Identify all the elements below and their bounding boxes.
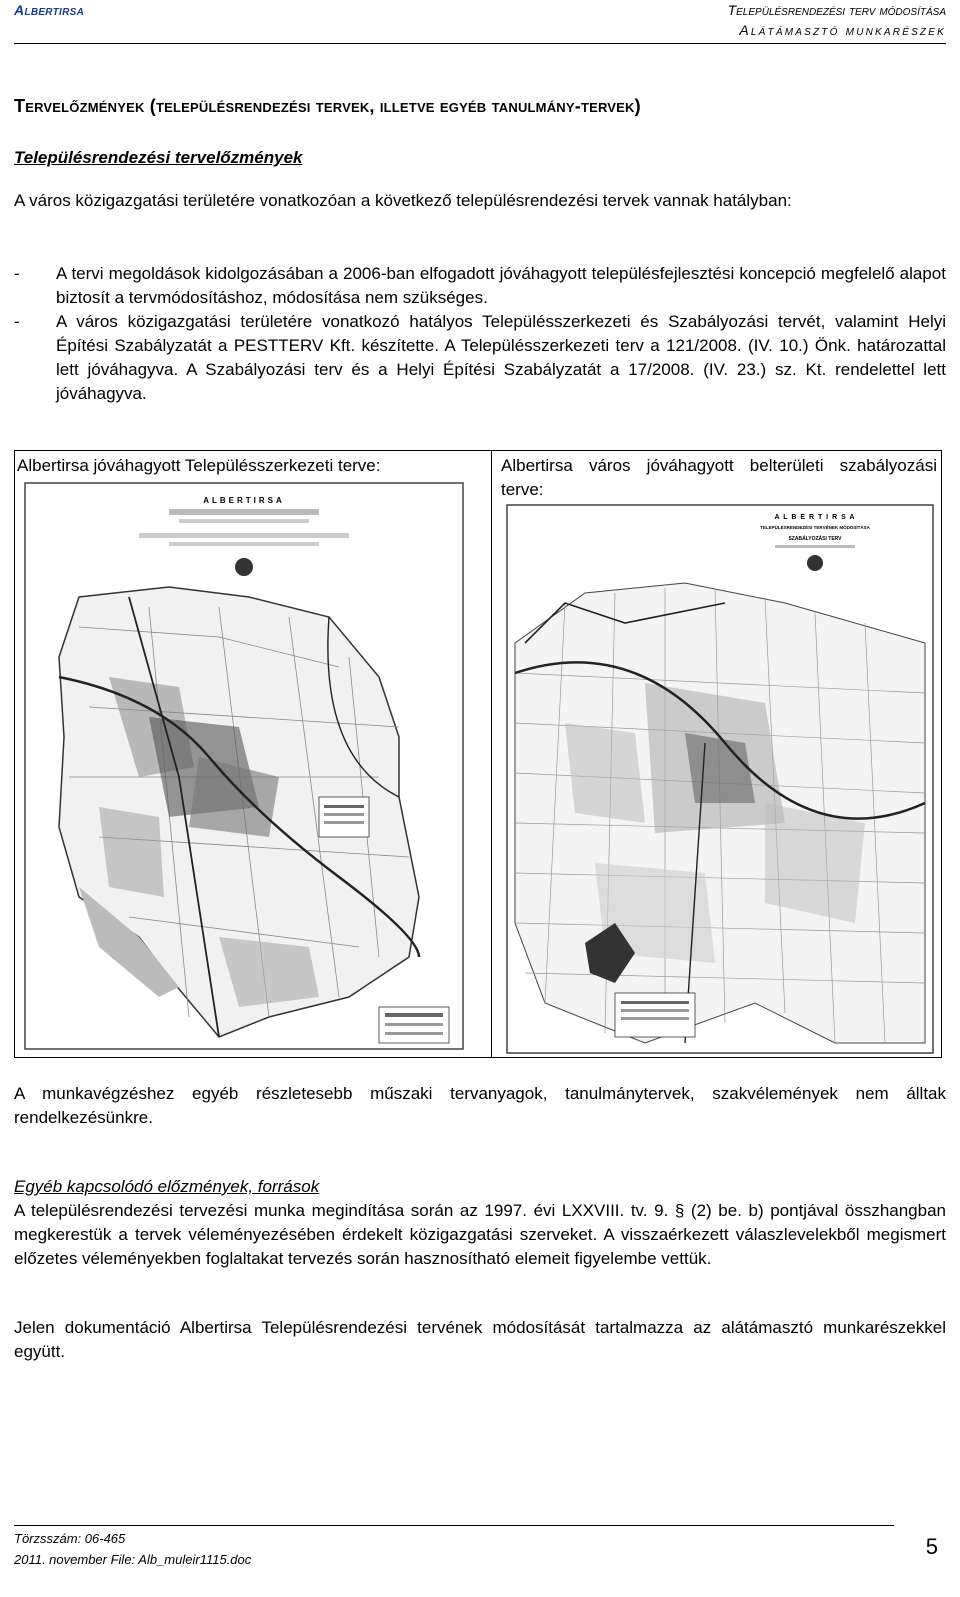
header-project-name: Albertirsa <box>14 2 85 18</box>
right-map-subtitle: TELEPÜLÉSRENDEZÉSI TERVÉNEK MÓDOSÍTÁSA <box>760 525 870 530</box>
footer-date-file: 2011. november File: Alb_muleir1115.doc <box>14 1552 252 1567</box>
bullet-item-2 <box>14 310 946 406</box>
left-map-title: ALBERTIRSA <box>203 496 285 505</box>
regulation-plan-map-image <box>505 503 935 1055</box>
subsection-heading-plans: Településrendezési tervelőzmények <box>14 148 303 167</box>
bullet-text: A tervi megoldások kidolgozásában a 2006-ban elfogadott jóváhagyott településfejlesztési koncepció megfelelő alapot biztosít a tervmódosításhoz, módosítása nem szükséges. <box>56 264 946 307</box>
left-map-caption: Albertirsa jóváhagyott Településszerkezeti terve: <box>17 456 381 475</box>
footer-reference-number: Törzsszám: 06-465 <box>14 1531 126 1546</box>
header-document-subtitle: Alátámasztó munkarészek <box>739 22 946 38</box>
bullet-text: A város közigazgatási területére vonatkozó hatályos Településszerkezeti és Szabályozási tervét, valamint Helyi Építési Szabályzatát a PESTTERV Kft. készítette. A Településszerkezeti terv a 121/2008. (IV. 10.) Önk. határozattal lett jóváhagyva. A Szabályozási terv és a Helyi Építési Szabályzatát a 17/2008. (IV. 23.) sz. Kt. rendelettel lett jóváhagyva. <box>56 312 946 403</box>
subsection-heading-sources: Egyéb kapcsolódó előzmények, források <box>14 1177 320 1196</box>
header-document-title: Településrendezési terv módosítása <box>727 2 946 18</box>
bullet-dash: - <box>14 264 20 283</box>
section-heading: Tervelőzmények (településrendezési tervek, illetve egyéb tanulmány-tervek) <box>14 96 641 116</box>
structure-plan-map-image <box>19 477 469 1055</box>
right-map-title: A L B E R T I R S A <box>774 514 856 521</box>
page-number: 5 <box>925 1534 938 1559</box>
right-map-plan-type: SZABÁLYOZÁSI TERV <box>788 536 842 542</box>
paragraph-no-further-materials: A munkavégzéshez egyéb részletesebb műszaki tervanyagok, tanulmánytervek, szakvélemények nem álltak rendelkezésünkre. <box>14 1084 946 1127</box>
maps-table <box>14 450 942 1058</box>
header-divider <box>14 43 946 44</box>
right-map-caption: Albertirsa város jóváhagyott belterületi szabályozási terve: <box>501 456 937 499</box>
bullet-dash: - <box>14 312 20 331</box>
table-divider <box>491 451 492 1057</box>
footer-divider <box>14 1525 894 1526</box>
paragraph-sources: A településrendezési tervezési munka megindítása során az 1997. évi LXXVIII. tv. 9. § (2) be. b) pontjával összhangban megkerestük a tervek véleményezésében érdekelt közigazgatási szerveket. A visszaérkezett válaszlevelekből megismert előzetes véleményekben foglaltakat tervezés során hasznosítható elemeit figyelembe vettük. <box>14 1201 946 1268</box>
intro-paragraph: A város közigazgatási területére vonatkozóan a következő településrendezési tervek vannak hatályban: <box>14 191 792 210</box>
bullet-item-1 <box>14 262 946 310</box>
paragraph-documentation-scope: Jelen dokumentáció Albertirsa Településrendezési tervének módosítását tartalmazza az alátámasztó munkarészekkel együtt. <box>14 1318 946 1361</box>
